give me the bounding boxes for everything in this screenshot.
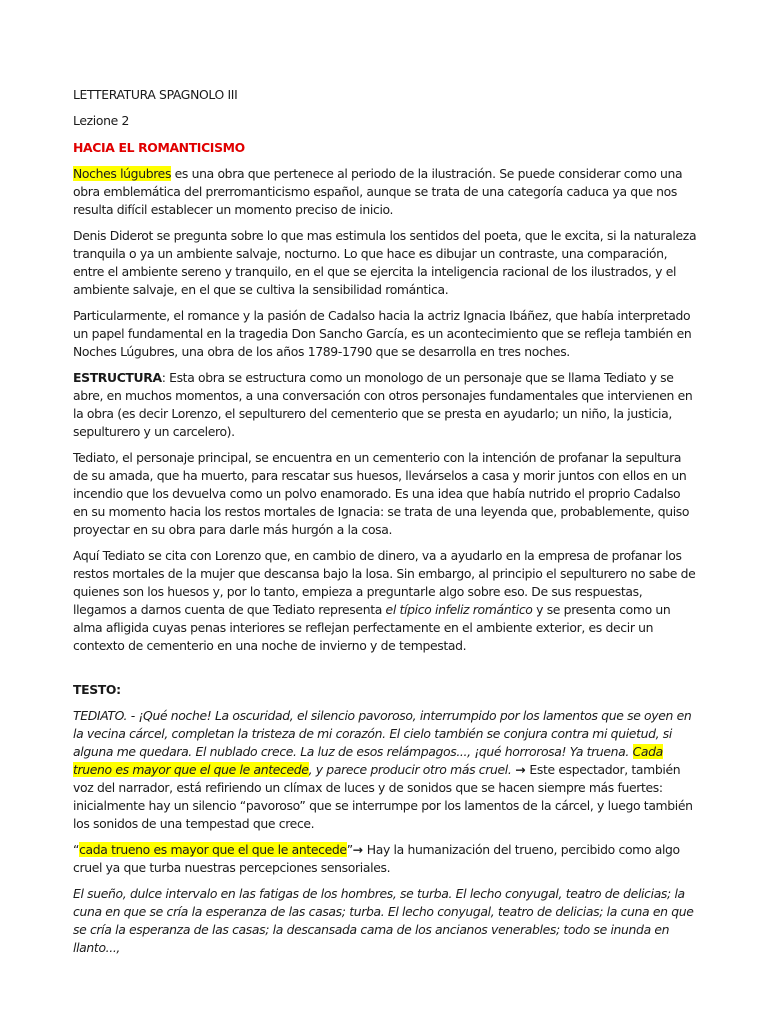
section-heading: HACIA EL ROMANTICISMO <box>73 139 245 155</box>
quote-text: , y parece producir otro más cruel. <box>308 761 512 777</box>
paragraph-tediato: Tediato, el personaje principal, se encuentra en un cementerio con la intención de profanar la sepultura de su amada, que ha muerto, para rescatar sus huesos, llevárselos a casa y morir juntos con ellos en un incendio que los devuelva como un polvo enamorado. Es una idea que había nutrido el proprio Cadalso en su momento hacia los restos mortales de Ignacia: se trata de una leyenda que, probablemente, quiso proyectar en su obra para darle más hurgón a la cosa. <box>73 450 690 537</box>
italic-phrase: el típico infeliz romántico <box>385 601 533 617</box>
course-title: LETTERATURA SPAGNOLO III <box>73 87 238 102</box>
lesson-number: Lezione 2 <box>73 113 129 129</box>
estructura-label: ESTRUCTURA <box>73 370 162 386</box>
paragraph-trueno <box>73 841 698 877</box>
paragraph-text: y se presenta como un alma afligida cuyas penas interiores se reflejan perfectamente en el ambiente exterior, es decir un contexto de cementerio en una noche de invierno y de tempestad. <box>73 601 671 653</box>
paragraph-lorenzo <box>73 547 698 654</box>
paragraph-text: es una obra que pertenece al periodo de la ilustración. Se puede considerar como una obra emblemática del prerromanticismo español, aunque se trata de una categoría caduca ya que nos resulta difícil establecer un momento preciso de inicio. <box>73 165 683 217</box>
paragraph-quote-tediato <box>73 707 698 832</box>
open-quote: “ <box>73 841 80 857</box>
paragraph-estructura <box>73 369 698 441</box>
highlighted-quote: Cada trueno es mayor que el que le antecede <box>73 743 663 777</box>
testo-heading: TESTO: <box>73 681 121 697</box>
commentary-text: Este espectador, también voz del narrador, está refiriendo un clímax de luces y de sonidos que se hacen siempre más fuertes: inicialmente hay un silencio “pavoroso” que se interrumpe por los lamentos de la cárcel, y luego también los sonidos de una tempestad que crece. <box>73 761 693 831</box>
close-quote: ” <box>346 841 353 857</box>
highlighted-quote: cada trueno es mayor que el que le antecede <box>79 841 347 857</box>
paragraph-diderot: Denis Diderot se pregunta sobre lo que mas estimula los sentidos del poeta, que le excita, si la naturaleza tranquila o ya un ambiente salvaje, nocturno. Lo que hace es dibujar un contraste, una comparación, entre el ambiente sereno y tranquilo, en el que se ejercita la inteligencia racional de los ilustrados, y el ambiente salvaje, en el que se cultiva la sensibilidad romántica. <box>73 228 697 297</box>
paragraph-cadalso: Particularmente, el romance y la pasión de Cadalso hacia la actriz Ignacia Ibáñez, que había interpretado un papel fundamental en la tragedia Don Sancho García, es un acontecimiento que se refleja también en Noches Lúgubres, una obra de los años 1789-1790 que se desarrolla en tres noches. <box>73 308 692 359</box>
highlighted-text: Noches lúgubres <box>73 165 172 181</box>
blank-line <box>73 663 698 681</box>
arrow-icon: → <box>511 761 530 777</box>
arrow-icon: → <box>352 841 367 857</box>
quote-text: TEDIATO. - ¡Qué noche! La oscuridad, el silencio pavoroso, interrumpido por los lamentos que se oyen en la vecina cárcel, completan la tristeza de mi corazón. El cielo también se conjura contra mi quietud, si alguna me quedara. El nublado crece. La luz de esos relámpagos..., ¡qué horrorosa! Ya truena. <box>73 708 692 759</box>
paragraph-text: Aquí Tediato se cita con Lorenzo que, en cambio de dinero, va a ayudarlo en la empresa de profanar los restos mortales de la mujer que descansa bajo la losa. Sin embargo, al principio el sepulturero no sabe de quienes son los huesos y, por lo tanto, empieza a preguntarle algo sobre eso. De sus respuestas, llegamos a darnos cuenta de que Tediato representa <box>73 548 696 617</box>
paragraph-intro <box>73 165 698 219</box>
paragraph-quote-sueno: El sueño, dulce intervalo en las fatigas de los hombres, se turba. El lecho conyugal, teatro de delicias; la cuna en que se cría la esperanza de las casas; turba. El lecho conyugal, teatro de delicias; la cuna en que se cría la esperanza de las casas; la descansada cama de los ancianos venerables; todo se inunda en llanto..., <box>73 886 694 955</box>
commentary-text: Hay la humanización del trueno, percibido como algo cruel ya que turba nuestras percepciones sensoriales. <box>73 841 680 875</box>
paragraph-text: : Esta obra se estructura como un monologo de un personaje que se llama Tediato y se abre, en muchos momentos, a una conversación con otros personajes fundamentales que intervienen en la obra (es decir Lorenzo, el sepulturero del cementerio que se presta en ayudarlo; un niño, la justicia, sepulturero y un carcelero). <box>73 370 693 439</box>
